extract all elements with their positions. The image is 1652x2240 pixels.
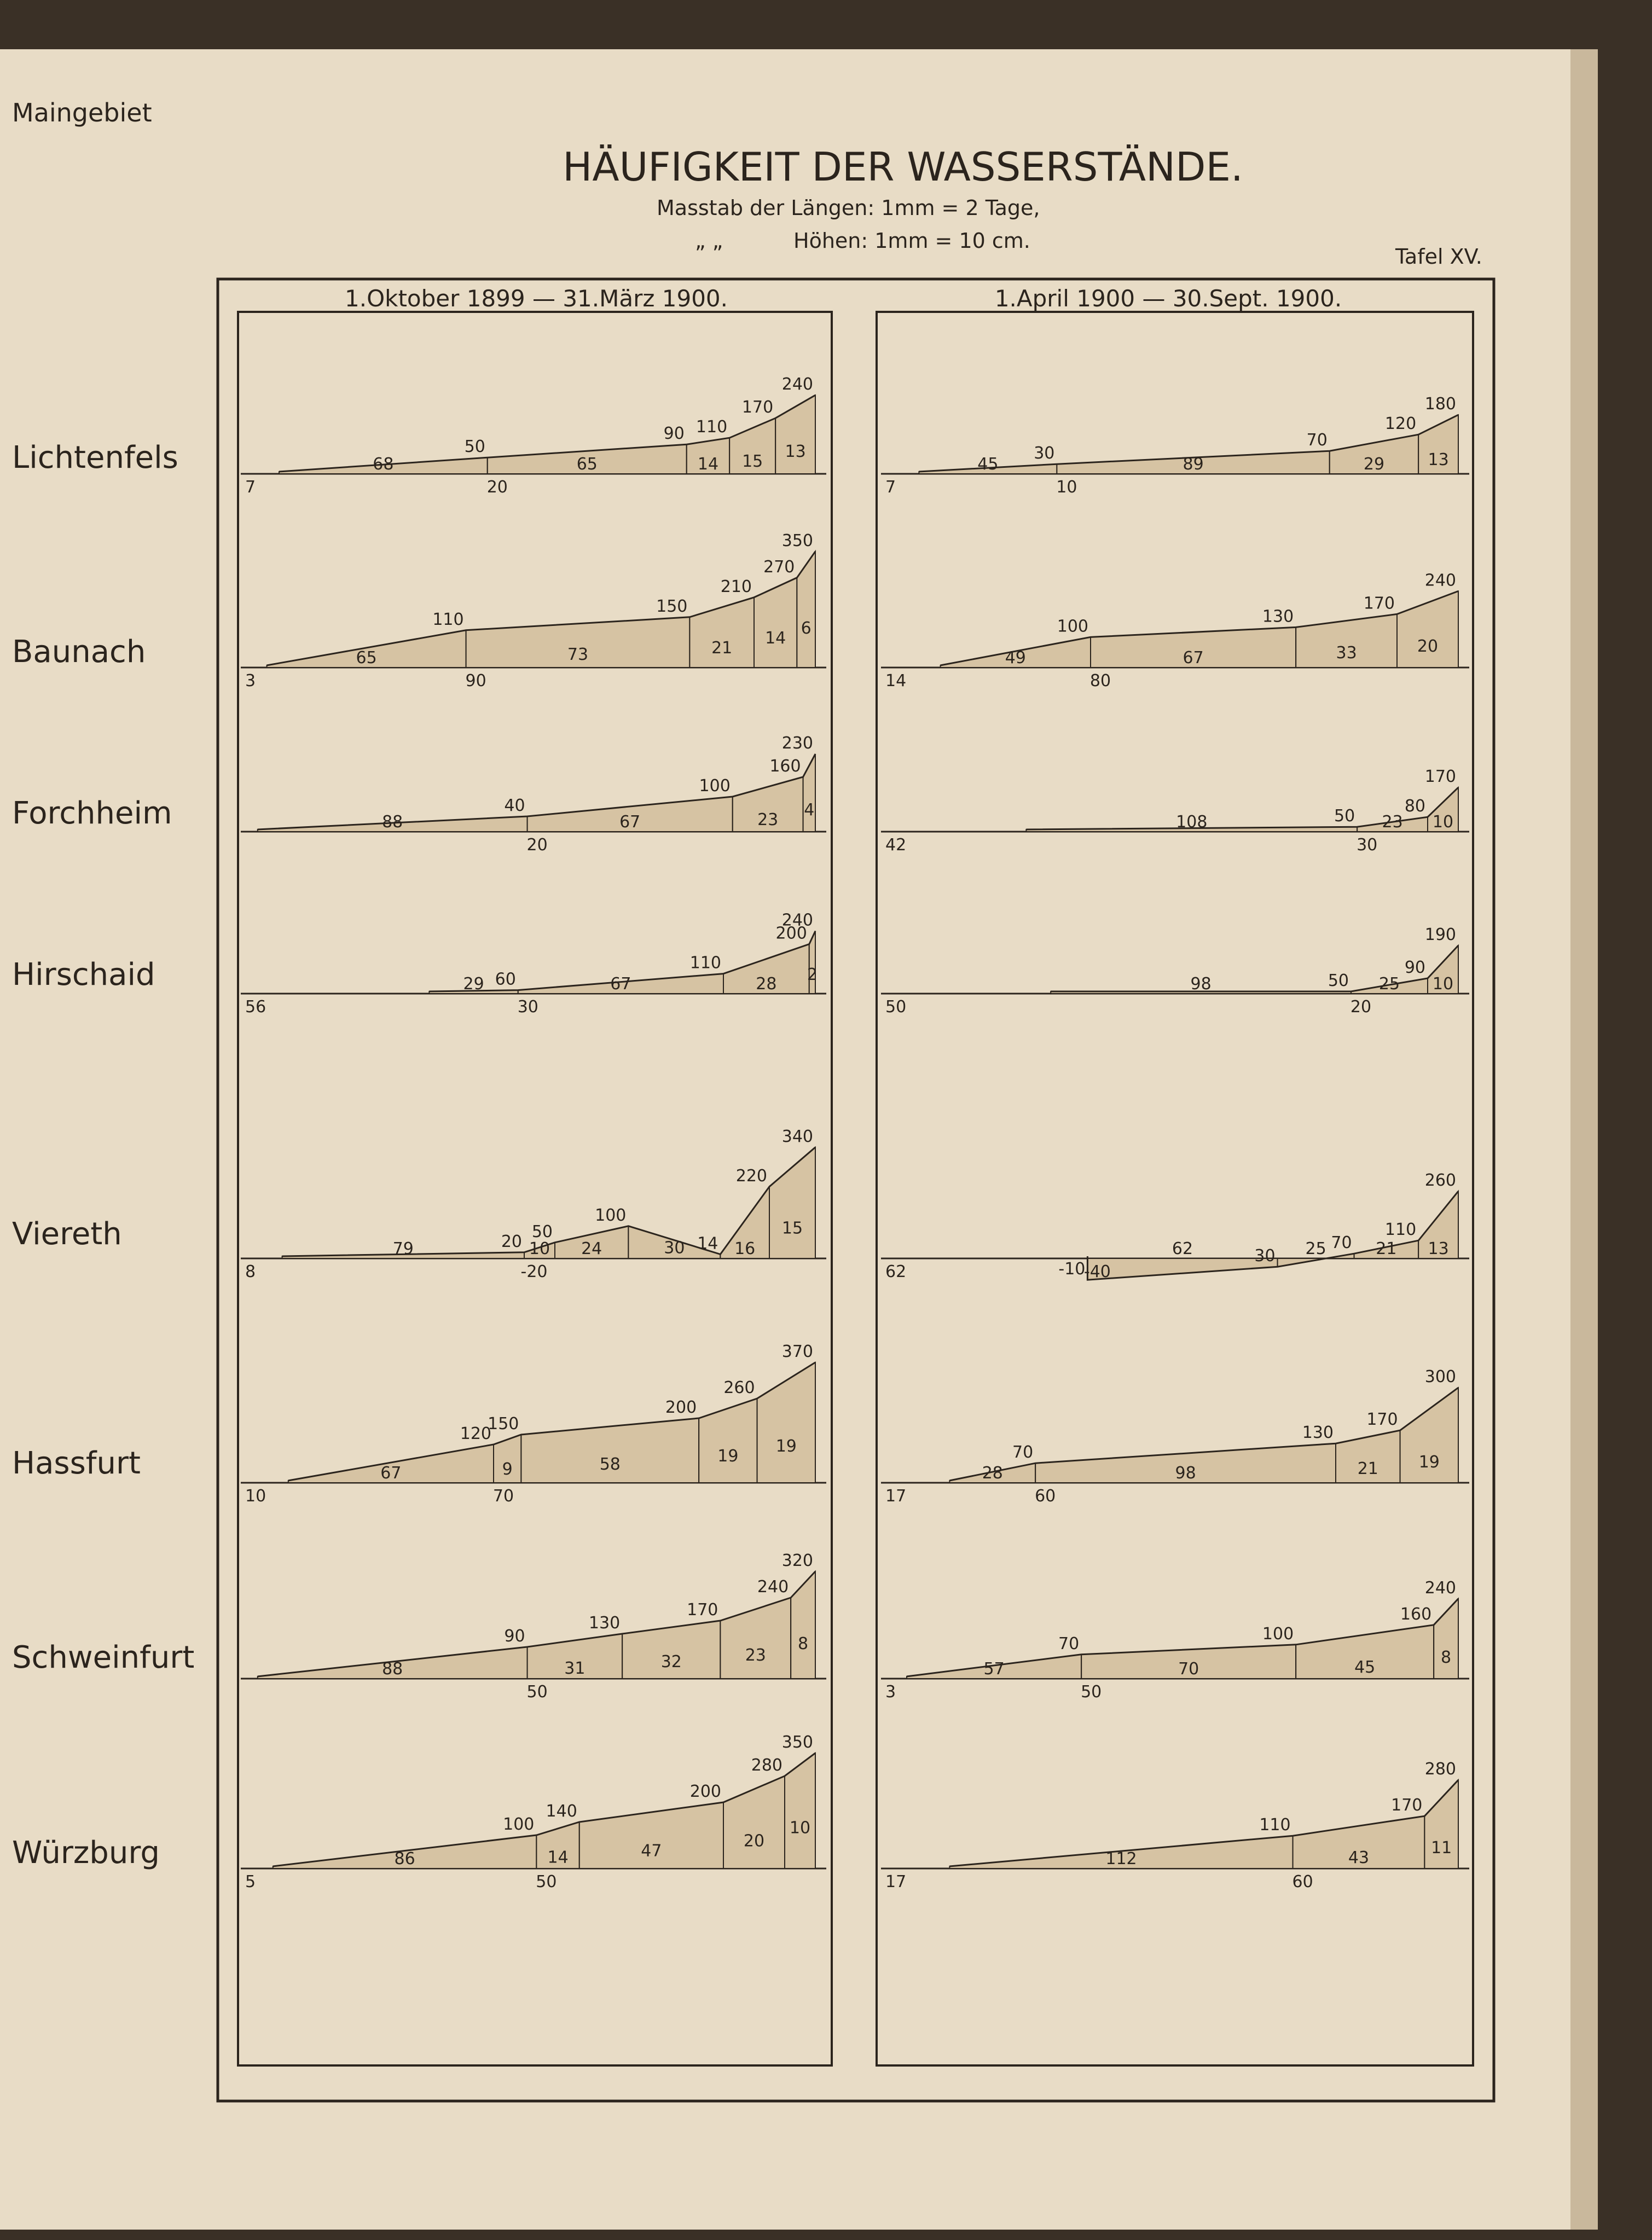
- level-label: 200: [775, 924, 807, 943]
- duration-label: 32: [660, 1652, 682, 1672]
- duration-label: 10: [1432, 974, 1454, 994]
- duration-label: 112: [1105, 1849, 1137, 1868]
- region-label: Maingebiet: [12, 98, 152, 127]
- mark-label: 20: [1350, 997, 1372, 1017]
- level-label: 160: [1400, 1604, 1432, 1624]
- level-label: 110: [1384, 1220, 1417, 1240]
- level-label: 280: [751, 1756, 782, 1775]
- mark-label: 70: [492, 1487, 514, 1506]
- mark-label: 30: [1357, 835, 1378, 855]
- level-label: 170: [687, 1600, 718, 1620]
- level-label: 50: [464, 437, 485, 457]
- duration-label: 6: [801, 618, 811, 638]
- duration-label: 98: [1190, 974, 1212, 994]
- duration-label: 30: [664, 1238, 685, 1258]
- level-label: 170: [1391, 1796, 1423, 1815]
- duration-label: 2: [807, 965, 818, 984]
- mark-label: 60: [1292, 1872, 1313, 1891]
- start-value-label: 14: [885, 671, 907, 690]
- duration-label: 21: [1357, 1459, 1378, 1479]
- level-label: 120: [460, 1424, 491, 1443]
- level-label: 40: [504, 796, 525, 815]
- duration-label: 16: [734, 1239, 756, 1258]
- duration-label: 70: [1178, 1659, 1199, 1679]
- level-label: 170: [1366, 1410, 1398, 1430]
- duration-label: 98: [1175, 1464, 1196, 1483]
- duration-label: 9: [502, 1460, 513, 1479]
- duration-label: 43: [1348, 1848, 1370, 1868]
- station-label: Hassfurt: [12, 1446, 141, 1481]
- duration-label: 65: [356, 648, 377, 668]
- mark-label: 50: [536, 1872, 557, 1891]
- duration-label: 88: [382, 1659, 403, 1679]
- start-value-label: 3: [885, 1682, 896, 1702]
- level-label: 70: [1012, 1443, 1034, 1463]
- level-label: 20: [501, 1232, 522, 1251]
- duration-label: 67: [380, 1464, 402, 1483]
- level-label: 370: [781, 1342, 813, 1361]
- plate-number: Tafel XV.: [1395, 245, 1482, 269]
- level-label: 100: [699, 776, 731, 796]
- duration-label: 68: [373, 455, 394, 474]
- winter-period-title: 1.Oktober 1899 — 31.März 1900.: [345, 285, 728, 312]
- level-label: 200: [665, 1398, 697, 1417]
- duration-label: 29: [463, 974, 484, 994]
- station-label: Würzburg: [12, 1835, 160, 1871]
- level-label: 200: [689, 1782, 721, 1801]
- duration-label: 58: [599, 1455, 621, 1474]
- duration-label: 15: [781, 1218, 803, 1238]
- mark-label: 90: [465, 671, 486, 690]
- duration-label: 19: [717, 1447, 739, 1466]
- duration-label: 88: [382, 813, 403, 832]
- duration-label: 10: [529, 1239, 550, 1258]
- level-label: 270: [763, 557, 795, 577]
- level-label: 150: [656, 596, 688, 616]
- duration-label: 25: [1305, 1239, 1326, 1258]
- chart-title: HÄUFIGKEIT DER WASSERSTÄNDE.: [563, 144, 1243, 190]
- mark-label: 50: [526, 1682, 548, 1702]
- level-label: 50: [531, 1222, 553, 1241]
- duration-label: 49: [1005, 648, 1026, 668]
- level-label: 260: [723, 1378, 755, 1397]
- level-label: 320: [781, 1551, 813, 1570]
- level-label: 90: [1404, 958, 1425, 977]
- duration-label: 19: [1418, 1453, 1440, 1472]
- duration-label: 20: [1417, 637, 1439, 657]
- scale-ditto: „ „: [695, 229, 723, 253]
- duration-label: 24: [581, 1239, 602, 1258]
- level-label: 240: [781, 375, 813, 394]
- duration-label: 10: [789, 1818, 811, 1838]
- start-value-label: 3: [245, 671, 256, 690]
- start-value-label: 17: [885, 1872, 907, 1891]
- mark-label: 50: [1081, 1682, 1102, 1702]
- duration-label: 45: [1354, 1657, 1376, 1677]
- mark-label: -40: [1083, 1262, 1111, 1281]
- duration-label: 65: [576, 455, 598, 474]
- level-label: 150: [488, 1414, 519, 1434]
- duration-label: 23: [757, 810, 779, 829]
- level-label: 70: [1331, 1233, 1352, 1253]
- duration-label: 8: [1441, 1647, 1452, 1667]
- duration-label: 14: [547, 1848, 569, 1867]
- start-value-label: 7: [245, 478, 256, 497]
- level-label: 14: [697, 1234, 718, 1254]
- duration-label: 47: [641, 1841, 662, 1861]
- duration-label: 108: [1176, 813, 1208, 832]
- level-label: 50: [1334, 806, 1355, 826]
- level-label: 80: [1404, 797, 1425, 816]
- level-label: 130: [1262, 607, 1294, 626]
- mark-label: 20: [526, 835, 548, 855]
- duration-label: 28: [756, 974, 777, 994]
- level-label: 170: [741, 398, 774, 417]
- duration-label: 28: [982, 1464, 1003, 1483]
- level-label: 100: [1262, 1624, 1294, 1644]
- level-label: 130: [588, 1614, 621, 1633]
- duration-label: 20: [743, 1831, 765, 1851]
- duration-label: 62: [1172, 1239, 1193, 1258]
- level-label: 230: [781, 734, 813, 753]
- scale-heights: Höhen: 1mm = 10 cm.: [793, 229, 1030, 253]
- level-label: 190: [1424, 925, 1456, 944]
- mark-label: 30: [517, 997, 538, 1017]
- level-label: 110: [1259, 1815, 1291, 1835]
- level-label: 210: [720, 577, 752, 596]
- duration-label: 23: [1382, 813, 1403, 832]
- level-label: 350: [781, 531, 813, 550]
- duration-label: 21: [1376, 1239, 1397, 1258]
- station-label: Forchheim: [12, 796, 172, 831]
- level-label: 180: [1424, 394, 1456, 414]
- station-label: Viereth: [12, 1216, 122, 1252]
- duration-label: 8: [798, 1634, 809, 1653]
- start-value-label: 5: [245, 1872, 256, 1891]
- duration-label: 4: [804, 800, 815, 820]
- duration-label: 73: [567, 645, 589, 664]
- level-label: 170: [1363, 594, 1395, 613]
- station-label: Hirschaid: [12, 957, 155, 993]
- level-label: 50: [1328, 971, 1349, 990]
- level-label: 340: [781, 1127, 813, 1146]
- station-label: Schweinfurt: [12, 1640, 195, 1675]
- duration-label: 33: [1336, 643, 1357, 663]
- level-label: 120: [1384, 414, 1417, 434]
- level-label: 70: [1306, 431, 1328, 450]
- level-label: 30: [1034, 444, 1055, 463]
- level-label: 220: [735, 1166, 767, 1186]
- mark-label: 20: [486, 478, 508, 497]
- duration-label: 14: [697, 455, 719, 474]
- level-label: 140: [546, 1802, 577, 1821]
- level-label: 100: [595, 1205, 627, 1225]
- level-label: 110: [689, 953, 721, 973]
- duration-label: 10: [1432, 813, 1454, 832]
- level-label: 60: [495, 970, 516, 989]
- duration-label: 13: [1428, 1239, 1449, 1258]
- level-label: 100: [1057, 617, 1088, 636]
- start-value-label: 50: [885, 997, 907, 1017]
- level-label: 110: [432, 610, 464, 629]
- start-value-label: 10: [245, 1487, 266, 1506]
- level-label: 280: [1424, 1760, 1456, 1779]
- duration-label: 89: [1183, 455, 1204, 474]
- duration-label: 13: [785, 442, 806, 462]
- duration-label: 25: [1378, 974, 1400, 994]
- level-label: 90: [504, 1627, 525, 1646]
- station-label: Baunach: [12, 634, 146, 670]
- level-label: 240: [1424, 571, 1456, 590]
- mark-label: -20: [520, 1262, 548, 1281]
- start-value-label: 8: [245, 1262, 256, 1281]
- level-label: 110: [695, 417, 728, 437]
- level-label: 240: [781, 910, 813, 930]
- duration-label: 11: [1431, 1838, 1452, 1858]
- duration-label: 67: [610, 974, 631, 994]
- duration-label: 67: [1183, 648, 1204, 668]
- duration-label: 15: [742, 452, 763, 472]
- duration-label: 67: [619, 813, 641, 832]
- level-label: 90: [663, 424, 685, 444]
- duration-label: 14: [765, 628, 786, 648]
- start-value-label: 56: [245, 997, 266, 1017]
- level-label: 300: [1424, 1367, 1456, 1387]
- duration-label: 86: [394, 1849, 415, 1868]
- duration-label: 13: [1428, 450, 1449, 470]
- start-value-label: 42: [885, 835, 907, 855]
- duration-label: 79: [392, 1239, 414, 1258]
- duration-label: 23: [745, 1646, 766, 1665]
- level-label: 240: [757, 1577, 789, 1597]
- level-label: -10: [1058, 1260, 1086, 1279]
- mark-label: 80: [1089, 671, 1111, 690]
- level-label: 160: [769, 757, 801, 776]
- level-label: 130: [1302, 1423, 1334, 1443]
- level-label: 260: [1424, 1171, 1456, 1191]
- mark-label: 10: [1056, 478, 1077, 497]
- start-value-label: 7: [885, 478, 896, 497]
- mark-label: 60: [1035, 1487, 1056, 1506]
- page-gutter: [1570, 49, 1598, 2230]
- start-value-label: 62: [885, 1262, 907, 1281]
- station-label: Lichtenfels: [12, 440, 178, 475]
- duration-label: 29: [1363, 455, 1385, 474]
- level-label: 350: [781, 1733, 813, 1752]
- level-label: 100: [503, 1815, 535, 1834]
- scale-lengths: Masstab der Längen: 1mm = 2 Tage,: [657, 196, 1040, 220]
- level-label: 240: [1424, 1578, 1456, 1598]
- level-label: 30: [1254, 1246, 1276, 1266]
- duration-label: 45: [977, 455, 999, 474]
- duration-label: 21: [711, 638, 733, 658]
- duration-label: 31: [564, 1659, 586, 1678]
- start-value-label: 17: [885, 1487, 907, 1506]
- level-label: 70: [1058, 1634, 1080, 1653]
- level-label: 170: [1424, 767, 1456, 787]
- summer-period-title: 1.April 1900 — 30.Sept. 1900.: [994, 285, 1342, 312]
- duration-label: 57: [983, 1659, 1005, 1679]
- duration-label: 19: [775, 1437, 797, 1456]
